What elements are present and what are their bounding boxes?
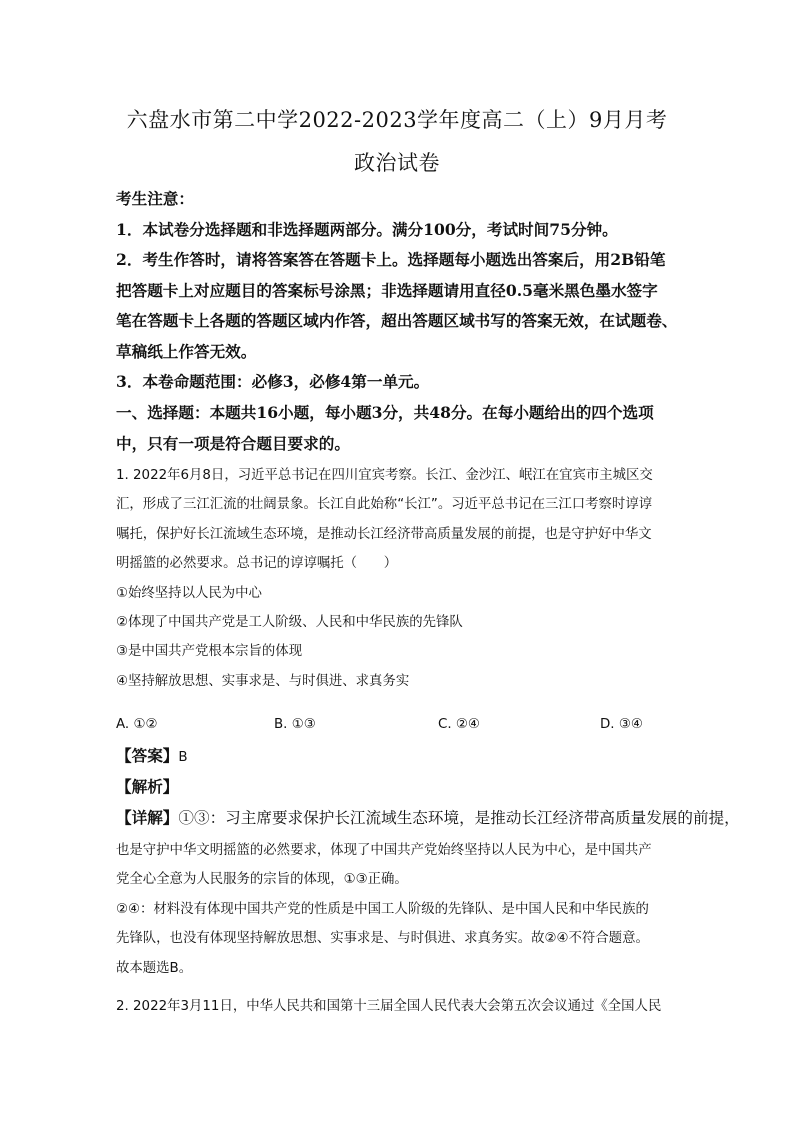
detail-line: 也是守护中华文明摇篮的必然要求，体现了中国共产党始终坚持以人民为中心，是中国共产 [116,843,652,858]
answer-line [116,741,686,774]
statement: ③是中国共产党根本宗旨的体现 [116,644,303,660]
question-1-stem [116,461,686,696]
statement: ④坚持解放思想、实事求是、与时俱进、求真务实 [116,673,410,689]
stem-line: 汇，形成了三江汇流的壮阔景象。长江自此始称“长江”。习近平总书记在三江口考察时谆谆 [116,497,653,513]
section-heading [116,398,686,459]
detail-line: ②④：材料没有体现中国共产党的性质是中国工人阶级的先锋队、是中国人民和中华民族的 [116,901,649,917]
option-a: A. ①② [116,717,158,732]
stem-line: 1. 2022年6月8日，习近平总书记在四川宜宾考察。长江、金沙江、岷江在宜宾市主城区交 [116,468,653,483]
notice-line: 3．本卷命题范围：必修3，必修4第一单元。 [116,372,430,391]
stem-line: 嘱托，保护好长江流域生态环境，是推动长江经济带高质量发展的前提，也是守护好中华文 [116,526,652,542]
detail-line: ①③：习主席要求保护长江流域生态环境，是推动长江经济带高质量发展的前提， [178,809,740,827]
notice-line: 草稿纸上作答无效。 [116,341,257,361]
answer-value: B [178,750,188,765]
notice-line: 把答题卡上对应题目的答案标号涂黑；非选择题请用直径0.5毫米黑色墨水签字 [116,280,658,300]
detail-continued [116,836,686,983]
notice-line: 2．考生作答时，请将答案答在答题卡上。选择题每小题选出答案后，用2B铅笔 [116,250,666,269]
question-1-options [116,710,686,740]
option-b: B. ①③ [274,717,316,732]
notice-block [116,184,686,398]
statement: ①始终坚持以人民为中心 [116,585,262,601]
detail-block [116,803,740,834]
exam-title: 六盘水市第二中学2022-2023学年度高二（上）9月月考 [126,108,668,132]
option-c: C. ②④ [438,717,480,732]
statement: ②体现了中国共产党是工人阶级、人民和中华民族的先锋队 [116,615,463,631]
exam-subject: 政治试卷 [354,151,440,175]
detail-tag: 【详解】 [116,808,179,827]
notice-line: 1．本试卷分选择题和非选择题两部分。满分100分，考试时间75分钟。 [116,219,618,239]
notice-line: 笔在答题卡上各题的答题区域内作答，超出答题区域书写的答案无效，在试题卷、 [116,311,678,330]
question-2-stem [116,992,686,1021]
stem-line: 明摇篮的必然要求。总书记的谆谆嘱托（ ） [116,556,398,572]
detail-line: 先锋队，也没有体现坚持解放思想、实事求是、与时俱进、求真务实。故②④不符合题意。 [116,931,649,947]
notice-heading: 考生注意： [116,189,194,208]
detail-line: 故本题选B。 [116,960,193,976]
stem-line: 2. 2022年3月11日，中华人民共和国第十三届全国人民代表大会第五次会议通过《全国人民 [116,999,662,1014]
option-d: D. ③④ [600,717,643,732]
detail-line: 党全心全意为人民服务的宗旨的体现，①③正确。 [116,872,408,888]
analysis-tag: 【解析】 [116,777,179,796]
answer-tag: 【答案】 [116,746,179,765]
section-line: 中，只有一项是符合题目要求的。 [116,433,350,453]
section-line: 一、选择题：本题共16小题，每小题3分，共48分。在每小题给出的四个选项 [116,403,654,422]
